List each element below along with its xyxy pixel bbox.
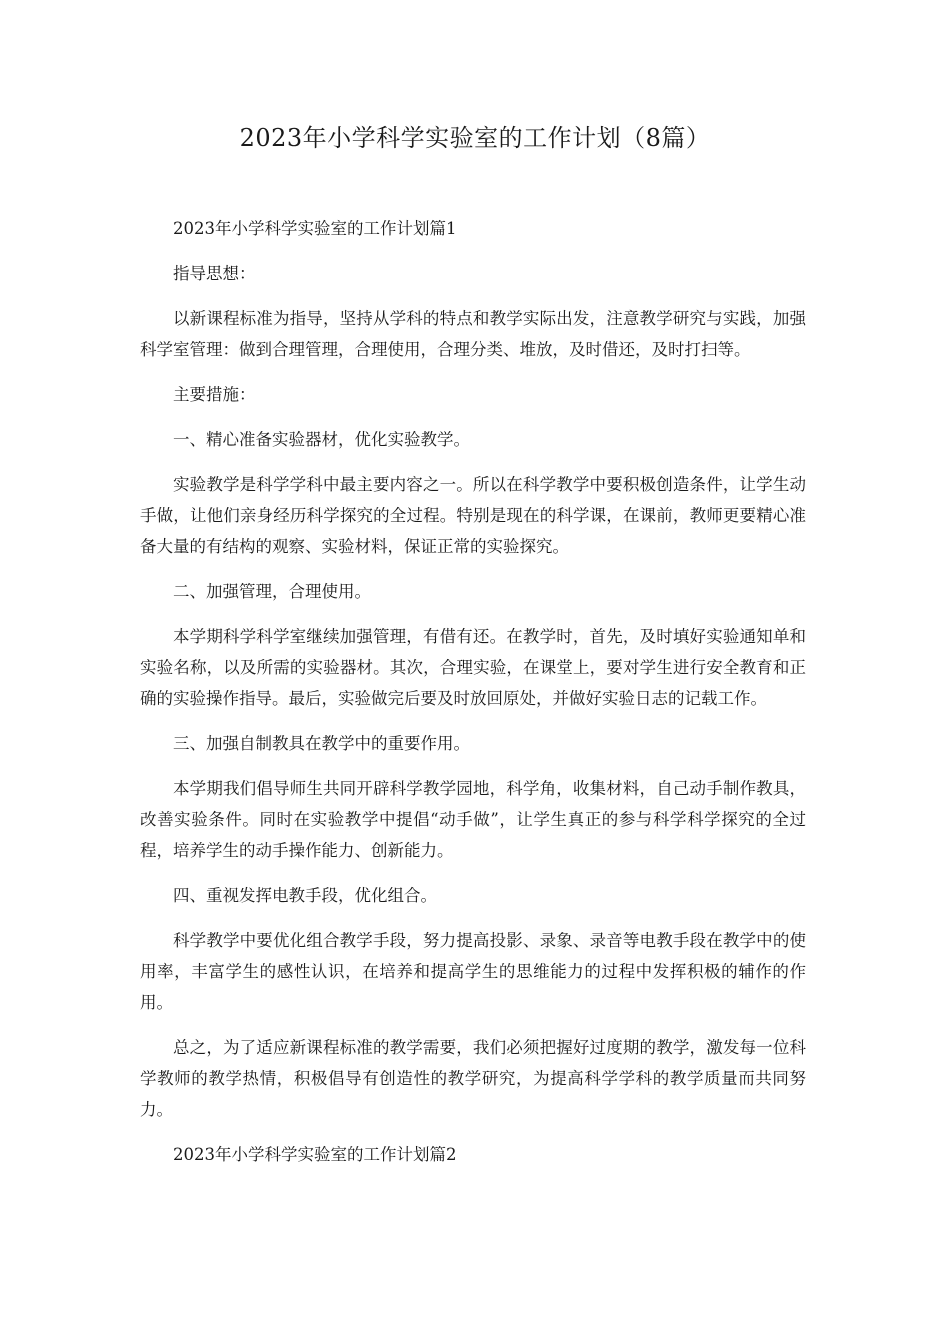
main-measures-label: 主要措施： — [173, 385, 256, 404]
document-body — [140, 213, 806, 1184]
section-heading-2: 2023年小学科学实验室的工作计划篇2 — [173, 1145, 457, 1164]
section-heading-1: 2023年小学科学实验室的工作计划篇1 — [173, 219, 457, 238]
document-title: 2023年小学科学实验室的工作计划（8篇） — [239, 124, 711, 152]
measure-2-heading: 二、加强管理，合理使用。 — [173, 582, 371, 601]
guiding-thought-label: 指导思想： — [173, 264, 256, 283]
measure-3-heading: 三、加强自制教具在教学中的重要作用。 — [173, 734, 470, 753]
measure-4-heading: 四、重视发挥电教手段，优化组合。 — [173, 886, 437, 905]
guiding-thought-text: 以新课程标准为指导，坚持从学科的特点和教学实际出发，注意教学研究与实践，加强科学室管理：做到合理管理，合理使用，合理分类、堆放，及时借还，及时打扫等。 — [140, 309, 806, 359]
measure-2-text: 本学期科学科学室继续加强管理，有借有还。在教学时，首先，及时填好实验通知单和实验名称，以及所需的实验器材。其次，合理实验，在课堂上，要对学生进行安全教育和正确的实验操作指导。最后，实验做完后要及时放回原处，并做好实验日志的记载工作。 — [140, 627, 806, 708]
measure-1-heading: 一、精心准备实验器材，优化实验教学。 — [173, 430, 470, 449]
measure-4-text: 科学教学中要优化组合教学手段，努力提高投影、录象、录音等电教手段在教学中的使用率，丰富学生的感性认识，在培养和提高学生的思维能力的过程中发挥积极的辅作的作用。 — [140, 931, 806, 1012]
measure-1-text: 实验教学是科学学科中最主要内容之一。所以在科学教学中要积极创造条件，让学生动手做，让他们亲身经历科学探究的全过程。特别是现在的科学课，在课前，教师更要精心准备大量的有结构的观察、实验材料，保证正常的实验探究。 — [140, 475, 806, 556]
measure-3-text: 本学期我们倡导师生共同开辟科学教学园地，科学角，收集材料，自己动手制作教具，改善实验条件。同时在实验教学中提倡“动手做”，让学生真正的参与科学科学探究的全过程，培养学生的动手操作能力、创新能力。 — [140, 779, 806, 860]
conclusion-text: 总之，为了适应新课程标准的教学需要，我们必须把握好过度期的教学，激发每一位科学教师的教学热情，积极倡导有创造性的教学研究，为提高科学学科的教学质量而共同努力。 — [140, 1038, 806, 1119]
